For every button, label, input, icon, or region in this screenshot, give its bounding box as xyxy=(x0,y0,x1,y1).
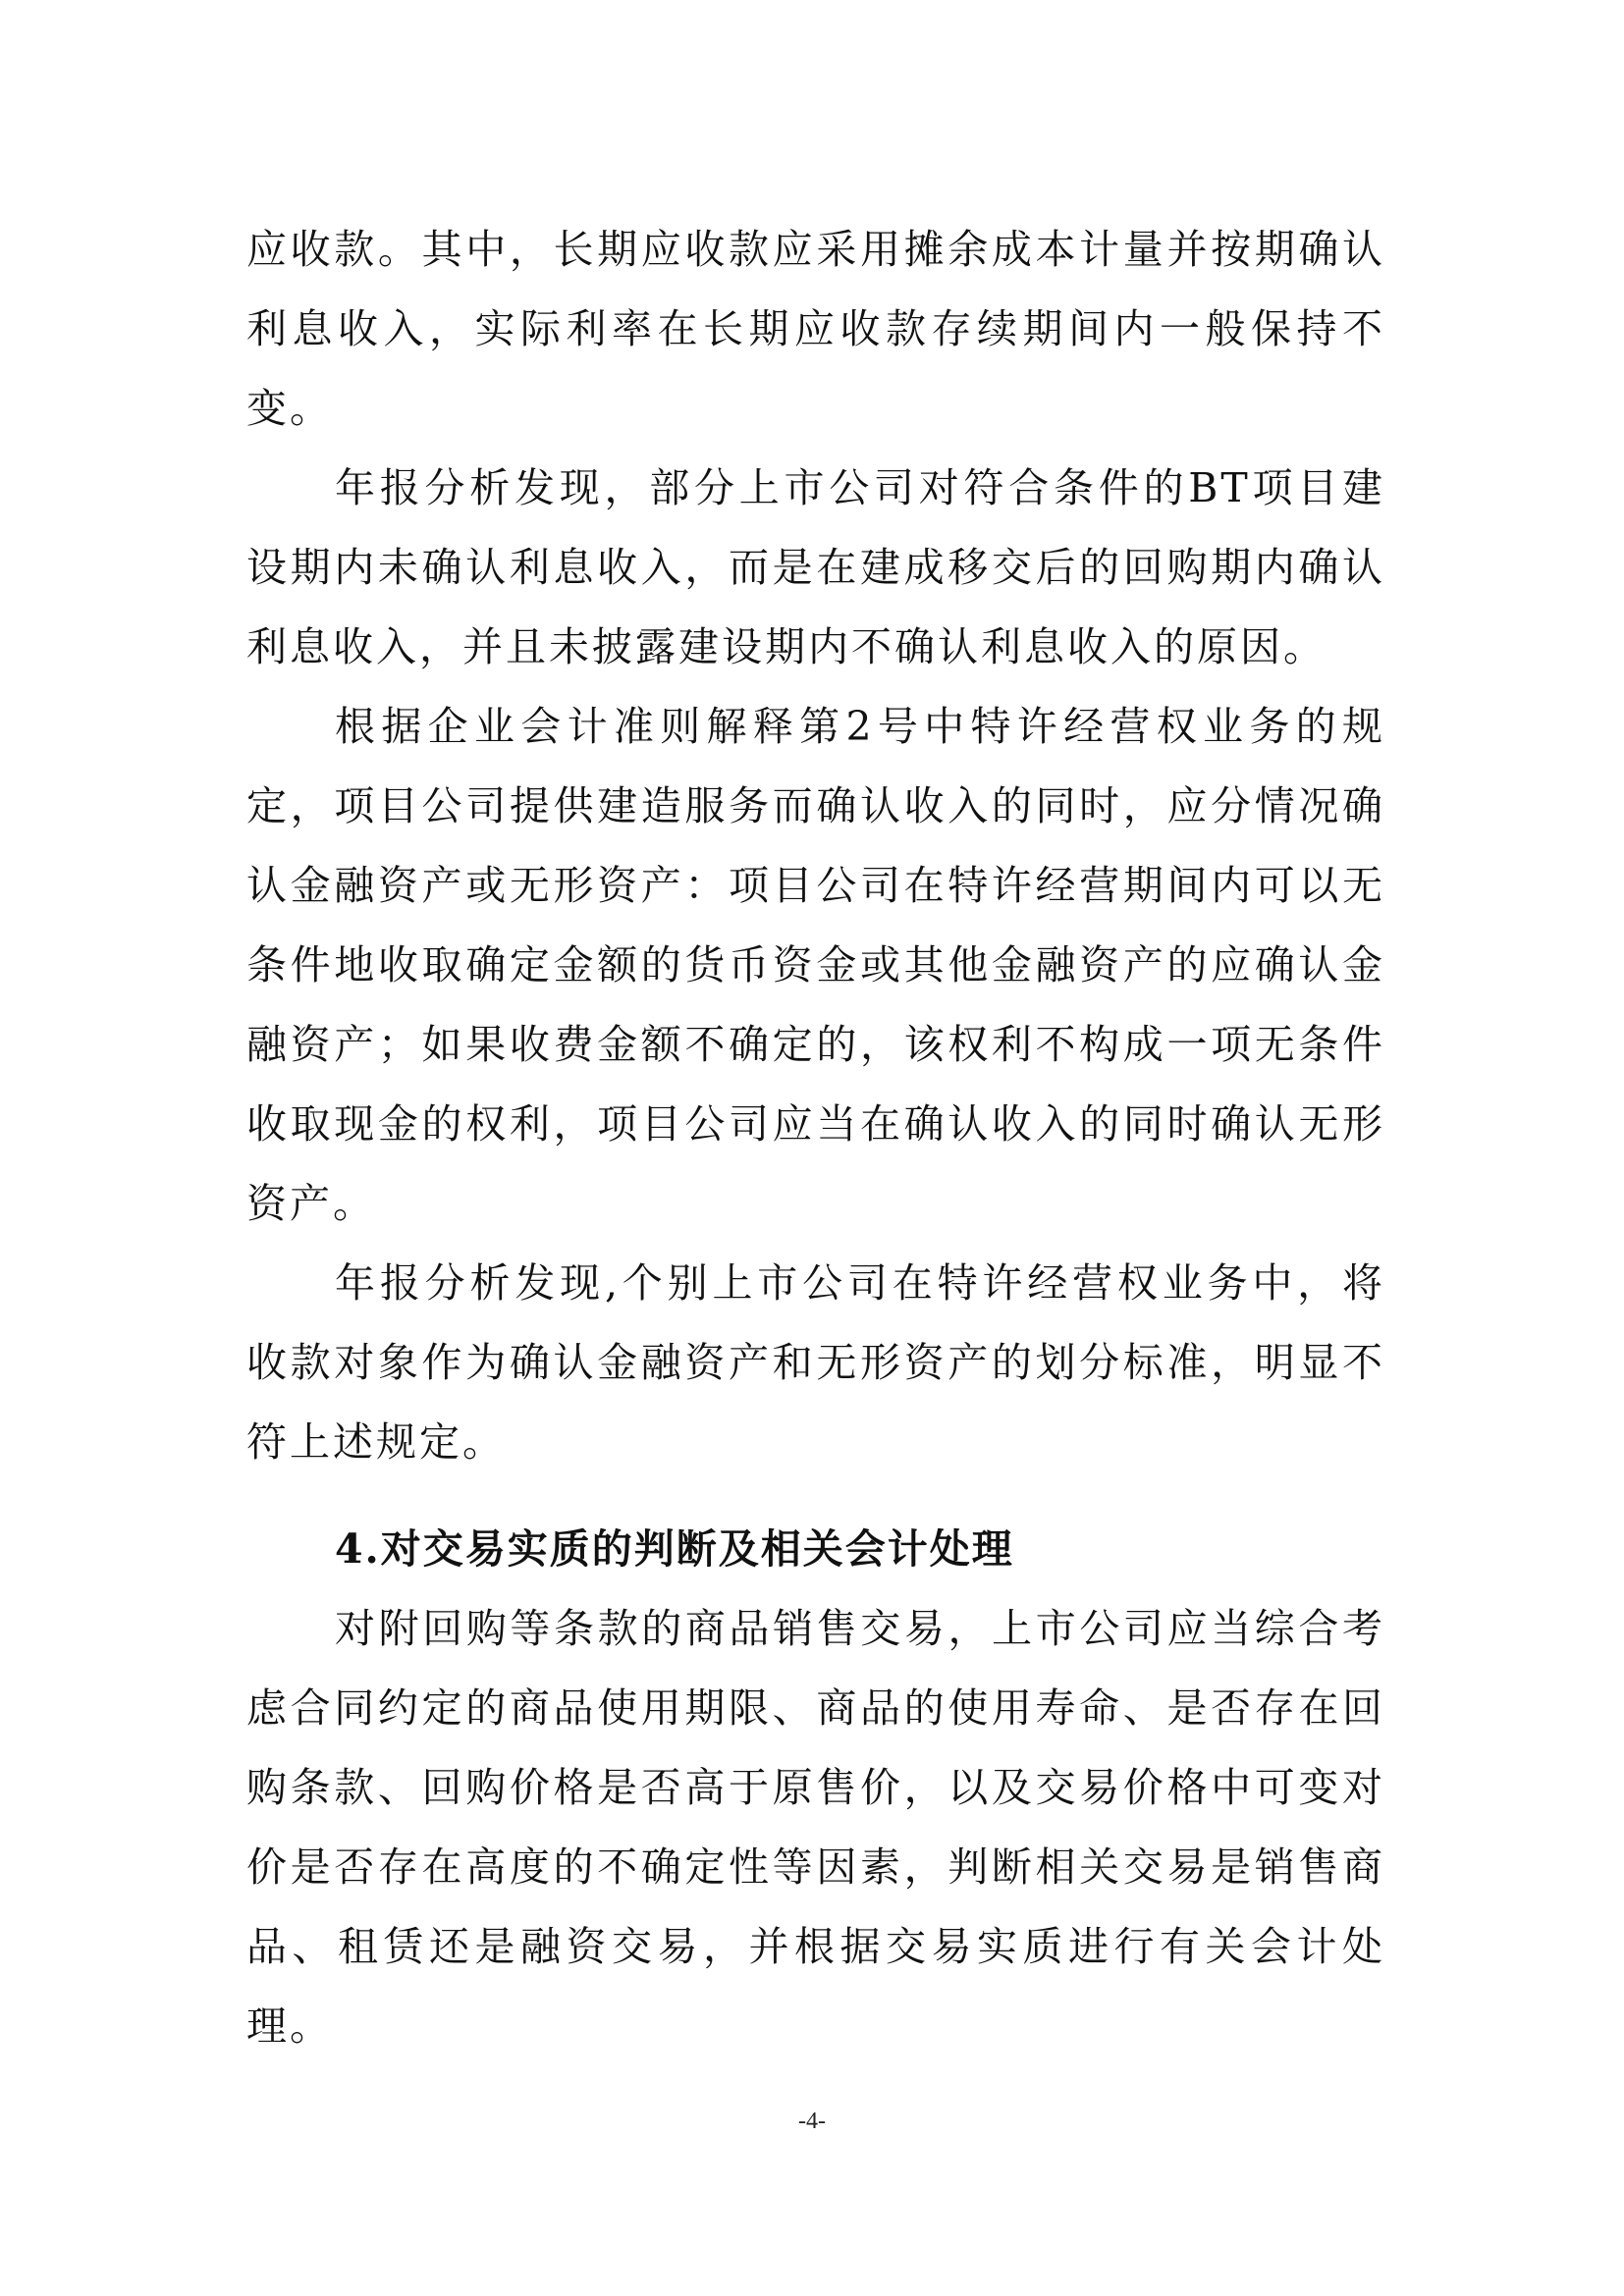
page-number: -4- xyxy=(798,2109,826,2134)
paragraph-transaction-substance: 对附回购等条款的商品销售交易，上市公司应当综合考虑合同约定的商品使用期限、商品的使用寿命、是否存在回购条款、回购价格是否高于原售价，以及交易价格中可变对价是否存在高度的不确定性等因素，判断相关交易是销售商品、租赁还是融资交易，并根据交易实质进行有关会计处理。 xyxy=(246,1605,1385,2050)
document-body xyxy=(246,210,1385,2066)
paragraph-concession-finding: 年报分析发现,个别上市公司在特许经营权业务中，将收款对象作为确认金融资产和无形资产的划分标准，明显不符上述规定。 xyxy=(246,1259,1385,1466)
paragraph-bt-project: 年报分析发现，部分上市公司对符合条件的BT项目建设期内未确认利息收入，而是在建成移交后的回购期内确认利息收入，并且未披露建设期内不确认利息收入的原因。 xyxy=(246,464,1385,670)
paragraph-continuation: 应收款。其中，长期应收款应采用摊余成本计量并按期确认利息收入，实际利率在长期应收款存续期间内一般保持不变。 xyxy=(246,226,1385,432)
paragraph-concession-rules: 根据企业会计准则解释第2号中特许经营权业务的规定，项目公司提供建造服务而确认收入的同时，应分情况确认金融资产或无形资产：项目公司在特许经营期间内可以无条件地收取确定金额的货币资金或其他金融资产的应确认金融资产；如果收费金额不确定的，该权利不构成一项无条件收取现金的权利，项目公司应当在确认收入的同时确认无形资产。 xyxy=(246,703,1385,1227)
section-heading: 4.对交易实质的判断及相关会计处理 xyxy=(335,1525,1014,1573)
